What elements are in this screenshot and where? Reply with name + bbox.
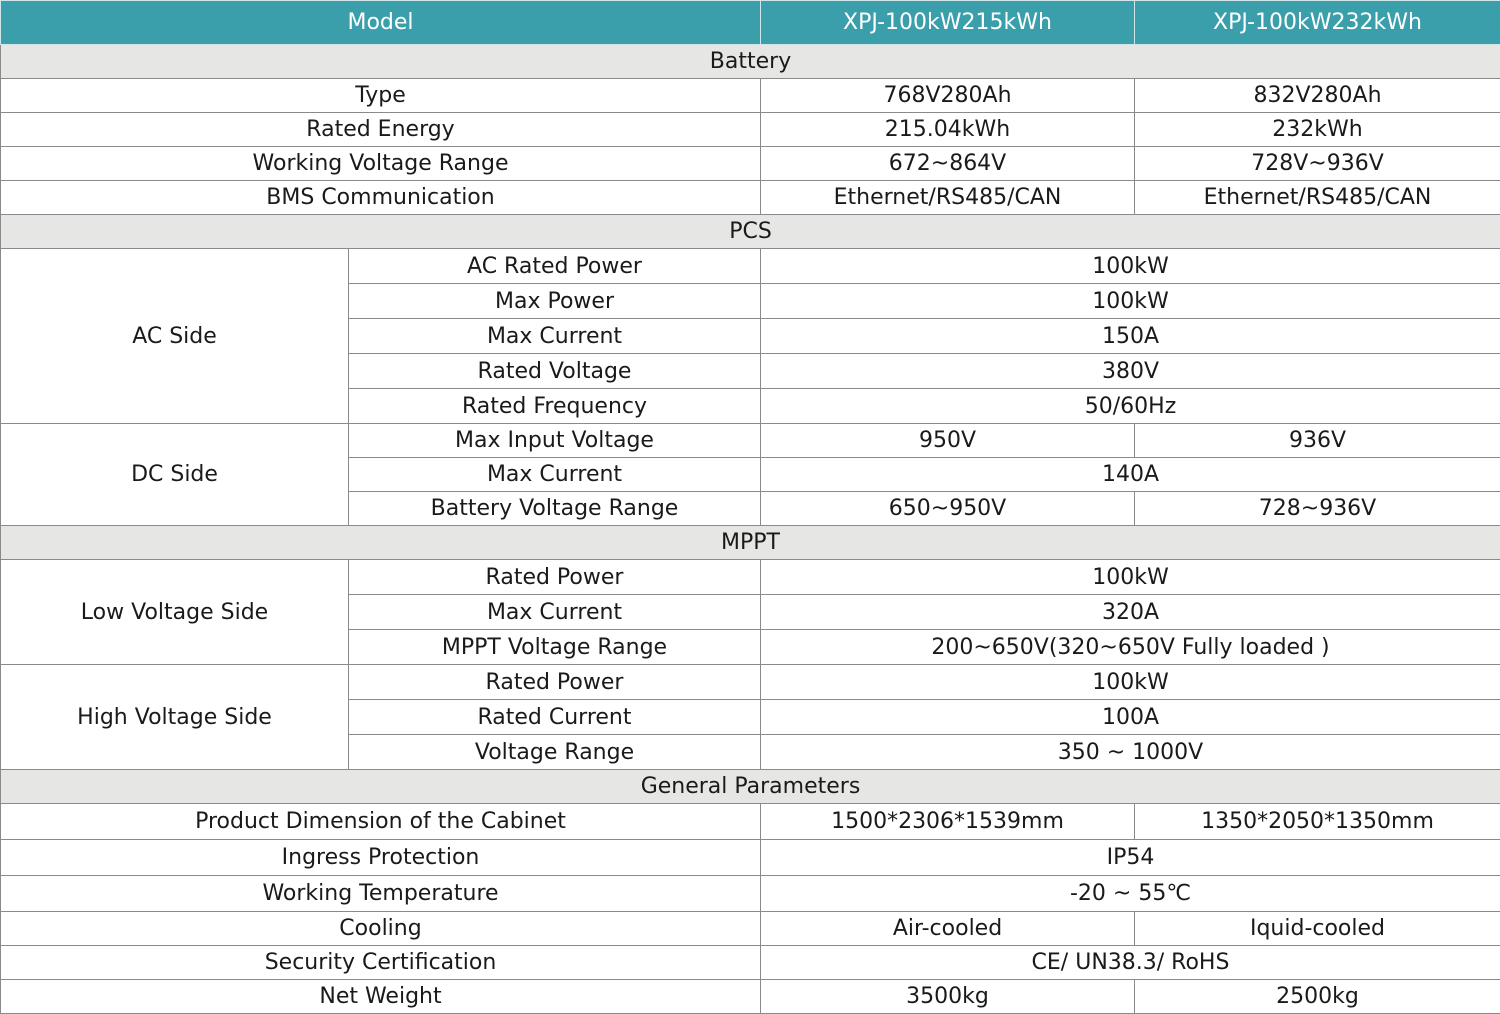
cell-value-shared: 100kW [761,665,1500,700]
row-label: Voltage Range [349,735,761,770]
row-label: Max Current [349,595,761,630]
row-label: Rated Frequency [349,389,761,424]
row-label: Rated Current [349,700,761,735]
cell-value-shared: 320A [761,595,1500,630]
row-label: Working Voltage Range [1,147,761,181]
cell-value-shared: 100kW [761,249,1500,284]
cell-value-model-2: 1350*2050*1350mm [1135,804,1500,840]
row-label: Max Current [349,458,761,492]
section-row-mppt [1,526,1500,560]
row-label: Security Certification [1,946,761,980]
group-label-low-voltage-side: Low Voltage Side [1,560,349,665]
section-title-pcs: PCS [1,215,1500,249]
cell-value-model-2: 832V280Ah [1135,79,1500,113]
cell-value-model-1: 3500kg [761,980,1135,1014]
table-row [1,147,1500,181]
model-1-name: XPJ-100kW215kWh [761,1,1135,45]
section-title-mppt: MPPT [1,526,1500,560]
cell-value-model-1: 650~950V [761,492,1135,526]
cell-value-shared: 150A [761,319,1500,354]
row-label: Net Weight [1,980,761,1014]
section-row-general [1,770,1500,804]
cell-value-shared: 100kW [761,284,1500,319]
cell-value-shared: 100kW [761,560,1500,595]
table-row [1,79,1500,113]
section-title-battery: Battery [1,45,1500,79]
table-row [1,665,1500,700]
cell-value-shared: IP54 [761,840,1500,876]
model-2-name: XPJ-100kW232kWh [1135,1,1500,45]
row-label: Cooling [1,912,761,946]
row-label: MPPT Voltage Range [349,630,761,665]
cell-value-shared: 200~650V(320~650V Fully loaded ) [761,630,1500,665]
cell-value-model-2: 232kWh [1135,113,1500,147]
row-label: Max Input Voltage [349,424,761,458]
row-label: Product Dimension of the Cabinet [1,804,761,840]
row-label: Rated Energy [1,113,761,147]
row-label: Battery Voltage Range [349,492,761,526]
cell-value-model-1: 768V280Ah [761,79,1135,113]
cell-value-model-1: Ethernet/RS485/CAN [761,181,1135,215]
row-label: Working Temperature [1,876,761,912]
section-row-pcs [1,215,1500,249]
table-row [1,113,1500,147]
cell-value-model-2: Iquid-cooled [1135,912,1500,946]
row-label: Rated Voltage [349,354,761,389]
table-row [1,840,1500,876]
cell-value-model-2: 936V [1135,424,1500,458]
row-label: Type [1,79,761,113]
cell-value-model-2: 728V~936V [1135,147,1500,181]
cell-value-model-2: Ethernet/RS485/CAN [1135,181,1500,215]
section-title-general: General Parameters [1,770,1500,804]
cell-value-shared: 380V [761,354,1500,389]
cell-value-shared: 50/60Hz [761,389,1500,424]
header-row [1,1,1500,45]
table-row [1,181,1500,215]
row-label: Ingress Protection [1,840,761,876]
cell-value-shared: 140A [761,458,1500,492]
cell-value-model-1: 672~864V [761,147,1135,181]
row-label: Max Power [349,284,761,319]
cell-value-model-1: Air-cooled [761,912,1135,946]
table-row [1,249,1500,284]
row-label: Rated Power [349,560,761,595]
cell-value-shared: 350 ~ 1000V [761,735,1500,770]
table-row [1,912,1500,946]
model-label: Model [1,1,761,45]
table-row [1,946,1500,980]
cell-value-shared: CE/ UN38.3/ RoHS [761,946,1500,980]
cell-value-shared: 100A [761,700,1500,735]
group-label-dc-side: DC Side [1,424,349,526]
row-label: BMS Communication [1,181,761,215]
section-row-battery [1,45,1500,79]
table-row [1,560,1500,595]
table-row [1,876,1500,912]
row-label: Rated Power [349,665,761,700]
cell-value-model-1: 1500*2306*1539mm [761,804,1135,840]
table-row [1,424,1500,458]
table-row [1,804,1500,840]
cell-value-model-1: 215.04kWh [761,113,1135,147]
group-label-high-voltage-side: High Voltage Side [1,665,349,770]
cell-value-model-2: 2500kg [1135,980,1500,1014]
table-row [1,980,1500,1014]
cell-value-shared: -20 ~ 55℃ [761,876,1500,912]
row-label: Max Current [349,319,761,354]
group-label-ac-side: AC Side [1,249,349,424]
cell-value-model-2: 728~936V [1135,492,1500,526]
row-label: AC Rated Power [349,249,761,284]
cell-value-model-1: 950V [761,424,1135,458]
